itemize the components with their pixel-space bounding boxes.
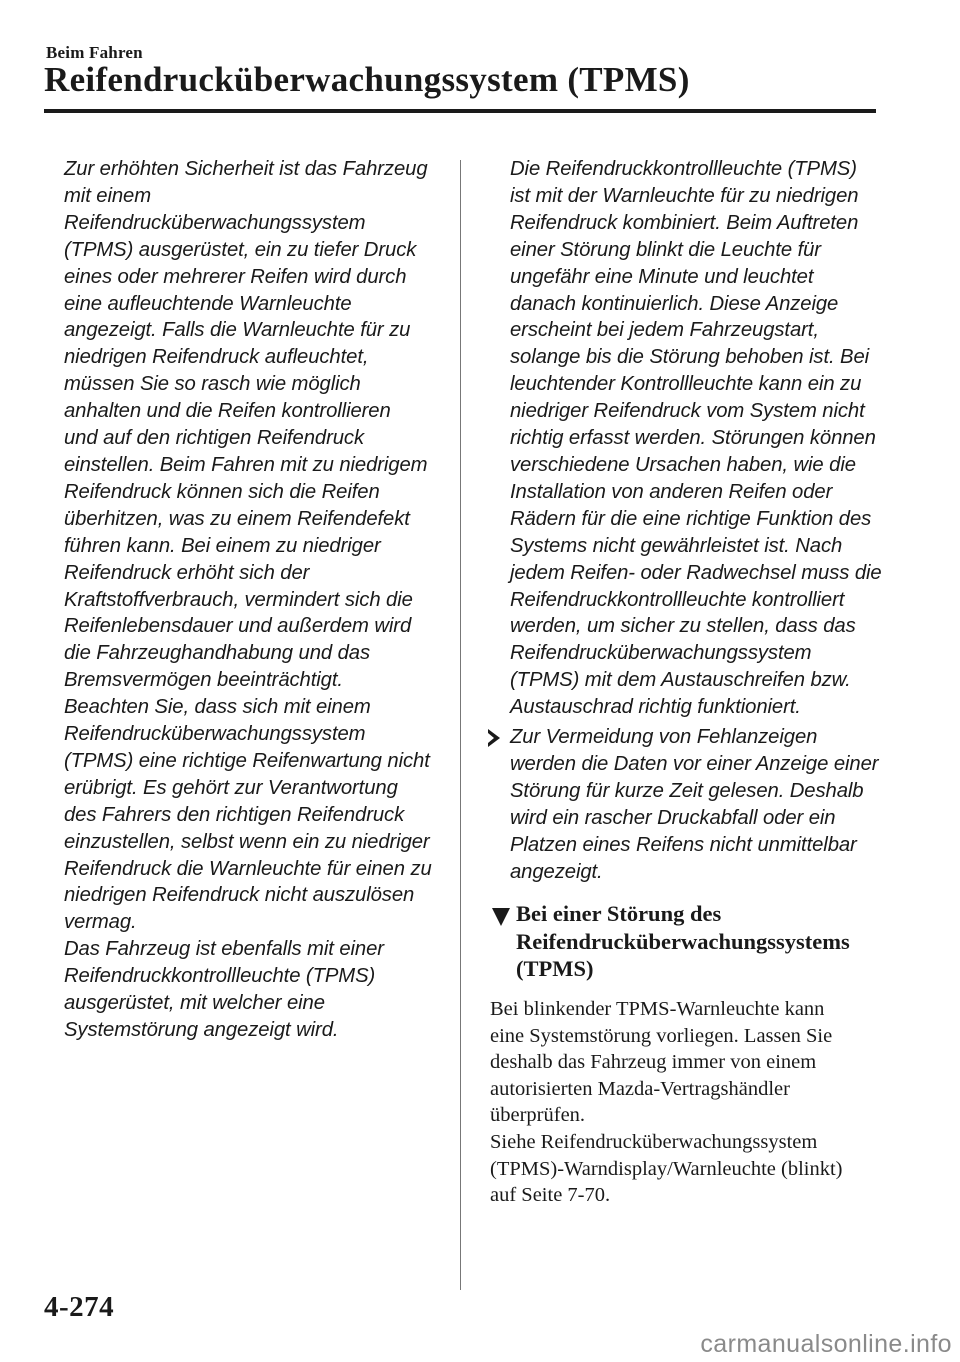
note-line: ungefähr eine Minute und leuchtet	[510, 265, 814, 288]
note-line: werden die Daten vor einer Anzeige einer	[510, 752, 879, 775]
note-line: niedriger Reifendruck vom System nicht	[510, 400, 865, 423]
body-line: (TPMS)-Warndisplay/Warnleuchte (blinkt)	[490, 1157, 843, 1180]
note-line: angezeigt.	[510, 860, 603, 883]
note-line: einer Störung blinkt die Leuchte für	[510, 238, 821, 261]
note-line: Austauschrad richtig funktioniert.	[510, 696, 801, 719]
note-line: müssen Sie so rasch wie möglich	[64, 373, 361, 396]
note-line: Reifendrucküberwachungssystem	[64, 723, 366, 746]
page-title: Reifendrucküberwachungssystem (TPMS)	[44, 60, 690, 99]
title-rule	[44, 109, 876, 113]
note-line: Die Reifendruckkontrollleuchte (TPMS)	[510, 158, 857, 180]
note-line: Platzen eines Reifens nicht unmittelbar	[510, 833, 857, 856]
note-line: Reifendruck können sich die Reifen	[64, 480, 380, 503]
note-line: Zur Vermeidung von Fehlanzeigen	[510, 726, 818, 748]
note-line: erübrigt. Es gehört zur Verantwortung	[64, 776, 398, 799]
note-line: wird ein rascher Druckabfall oder ein	[510, 806, 836, 829]
subsection-heading	[516, 900, 850, 983]
note-line: erscheint bei jedem Fahrzeugstart,	[510, 319, 819, 342]
note-line: niedrigen Reifendruck aufleuchtet,	[64, 346, 369, 369]
body-line: auf Seite 7-70.	[490, 1184, 611, 1207]
note-line: eines oder mehrerer Reifen wird durch	[64, 265, 407, 288]
body-line: überprüfen.	[490, 1104, 586, 1127]
left-warning-note	[64, 156, 432, 1044]
note-line: mit einem	[64, 184, 152, 207]
watermark: carmanualsonline.info	[700, 1330, 952, 1358]
column-divider	[460, 160, 461, 1290]
note-line: werden, um sicher zu stellen, dass das	[510, 615, 856, 638]
note-line: vermag.	[64, 911, 137, 934]
page-number: 4-274	[44, 1291, 115, 1323]
note-line: Systemstörung angezeigt wird.	[64, 1019, 339, 1041]
triangle-marker-icon	[492, 908, 510, 926]
note-line: Bremsvermögen beeinträchtigt.	[64, 669, 343, 692]
body-line: deshalb das Fahrzeug immer von einem	[490, 1051, 817, 1074]
note-line: Installation von anderen Reifen oder	[510, 480, 833, 503]
note-line: richtig erfasst werden. Störungen können	[510, 427, 876, 450]
note-line: Störung für kurze Zeit gelesen. Deshalb	[510, 779, 864, 802]
note-line: und auf den richtigen Reifendruck	[64, 427, 364, 450]
heading-line: Bei einer Störung des	[516, 901, 722, 926]
note-line: (TPMS) eine richtige Reifenwartung nicht	[64, 749, 430, 772]
note-line: ausgerüstet, mit welcher eine	[64, 992, 325, 1015]
body-paragraph	[490, 996, 843, 1209]
body-line: Bei blinkender TPMS-Warnleuchte kann	[490, 998, 825, 1020]
note-line: Reifendruck die Warnleuchte für einen zu	[64, 857, 432, 880]
bullet-arrow-icon	[488, 729, 500, 747]
note-line: solange bis die Störung behoben ist. Bei	[510, 346, 870, 369]
note-line: jedem Reifen- oder Radwechsel muss die	[510, 561, 882, 584]
note-line: Das Fahrzeug ist ebenfalls mit einer	[64, 938, 384, 961]
note-line: Reifendruckkontrollleuchte (TPMS)	[64, 965, 376, 988]
note-line: Rädern für die eine richtige Funktion des	[510, 507, 872, 530]
note-line: einstellen. Beim Fahren mit zu niedrigem	[64, 453, 428, 476]
note-line: des Fahrers den richtigen Reifendruck	[64, 803, 405, 826]
note-line: Reifendruck erhöht sich der	[64, 561, 310, 584]
note-line: Reifendrucküberwachungssystem	[510, 642, 812, 665]
note-line: Beachten Sie, dass sich mit einem	[64, 696, 371, 719]
note-line: (TPMS) mit dem Austauschreifen bzw.	[510, 669, 851, 692]
heading-line: Reifendrucküberwachungssystems	[516, 928, 850, 954]
body-line: autorisierten Mazda-Vertragshändler	[490, 1077, 790, 1100]
note-line: ist mit der Warnleuchte für zu niedrigen	[510, 184, 859, 207]
heading-line: (TPMS)	[516, 956, 594, 981]
note-line: Systems nicht gewährleistet ist. Nach	[510, 534, 843, 557]
note-line: verschiedene Ursachen haben, wie die	[510, 453, 856, 476]
note-line: die Fahrzeughandhabung und das	[64, 642, 370, 665]
bullet-note	[510, 724, 878, 885]
note-line: danach kontinuierlich. Diese Anzeige	[510, 292, 839, 315]
note-line: eine aufleuchtende Warnleuchte	[64, 292, 352, 315]
note-line: einzustellen, selbst wenn ein zu niedriger	[64, 830, 430, 853]
note-line: führen kann. Bei einem zu niedriger	[64, 534, 381, 557]
note-line: angezeigt. Falls die Warnleuchte für zu	[64, 319, 411, 342]
note-line: Kraftstoffverbrauch, vermindert sich die	[64, 588, 413, 611]
right-warning-note	[510, 156, 882, 721]
note-line: leuchtender Kontrollleuchte kann ein zu	[510, 373, 862, 396]
note-line: Reifendruck kombiniert. Beim Auftreten	[510, 211, 859, 234]
note-line: überhitzen, was zu einem Reifendefekt	[64, 507, 410, 530]
body-line: eine Systemstörung vorliegen. Lassen Sie	[490, 1024, 833, 1047]
section-label: Beim Fahren	[46, 43, 143, 62]
note-line: niedrigen Reifendruck nicht auszulösen	[64, 884, 415, 907]
note-line: Zur erhöhten Sicherheit ist das Fahrzeug	[64, 158, 428, 180]
note-line: Reifendrucküberwachungssystem	[64, 211, 366, 234]
note-line: Reifenlebensdauer und außerdem wird	[64, 615, 412, 638]
body-line: Siehe Reifendrucküberwachungssystem	[490, 1130, 818, 1153]
note-line: (TPMS) ausgerüstet, ein zu tiefer Druck	[64, 238, 417, 261]
note-line: Reifendruckkontrollleuchte kontrolliert	[510, 588, 845, 611]
note-line: anhalten und die Reifen kontrollieren	[64, 400, 391, 423]
